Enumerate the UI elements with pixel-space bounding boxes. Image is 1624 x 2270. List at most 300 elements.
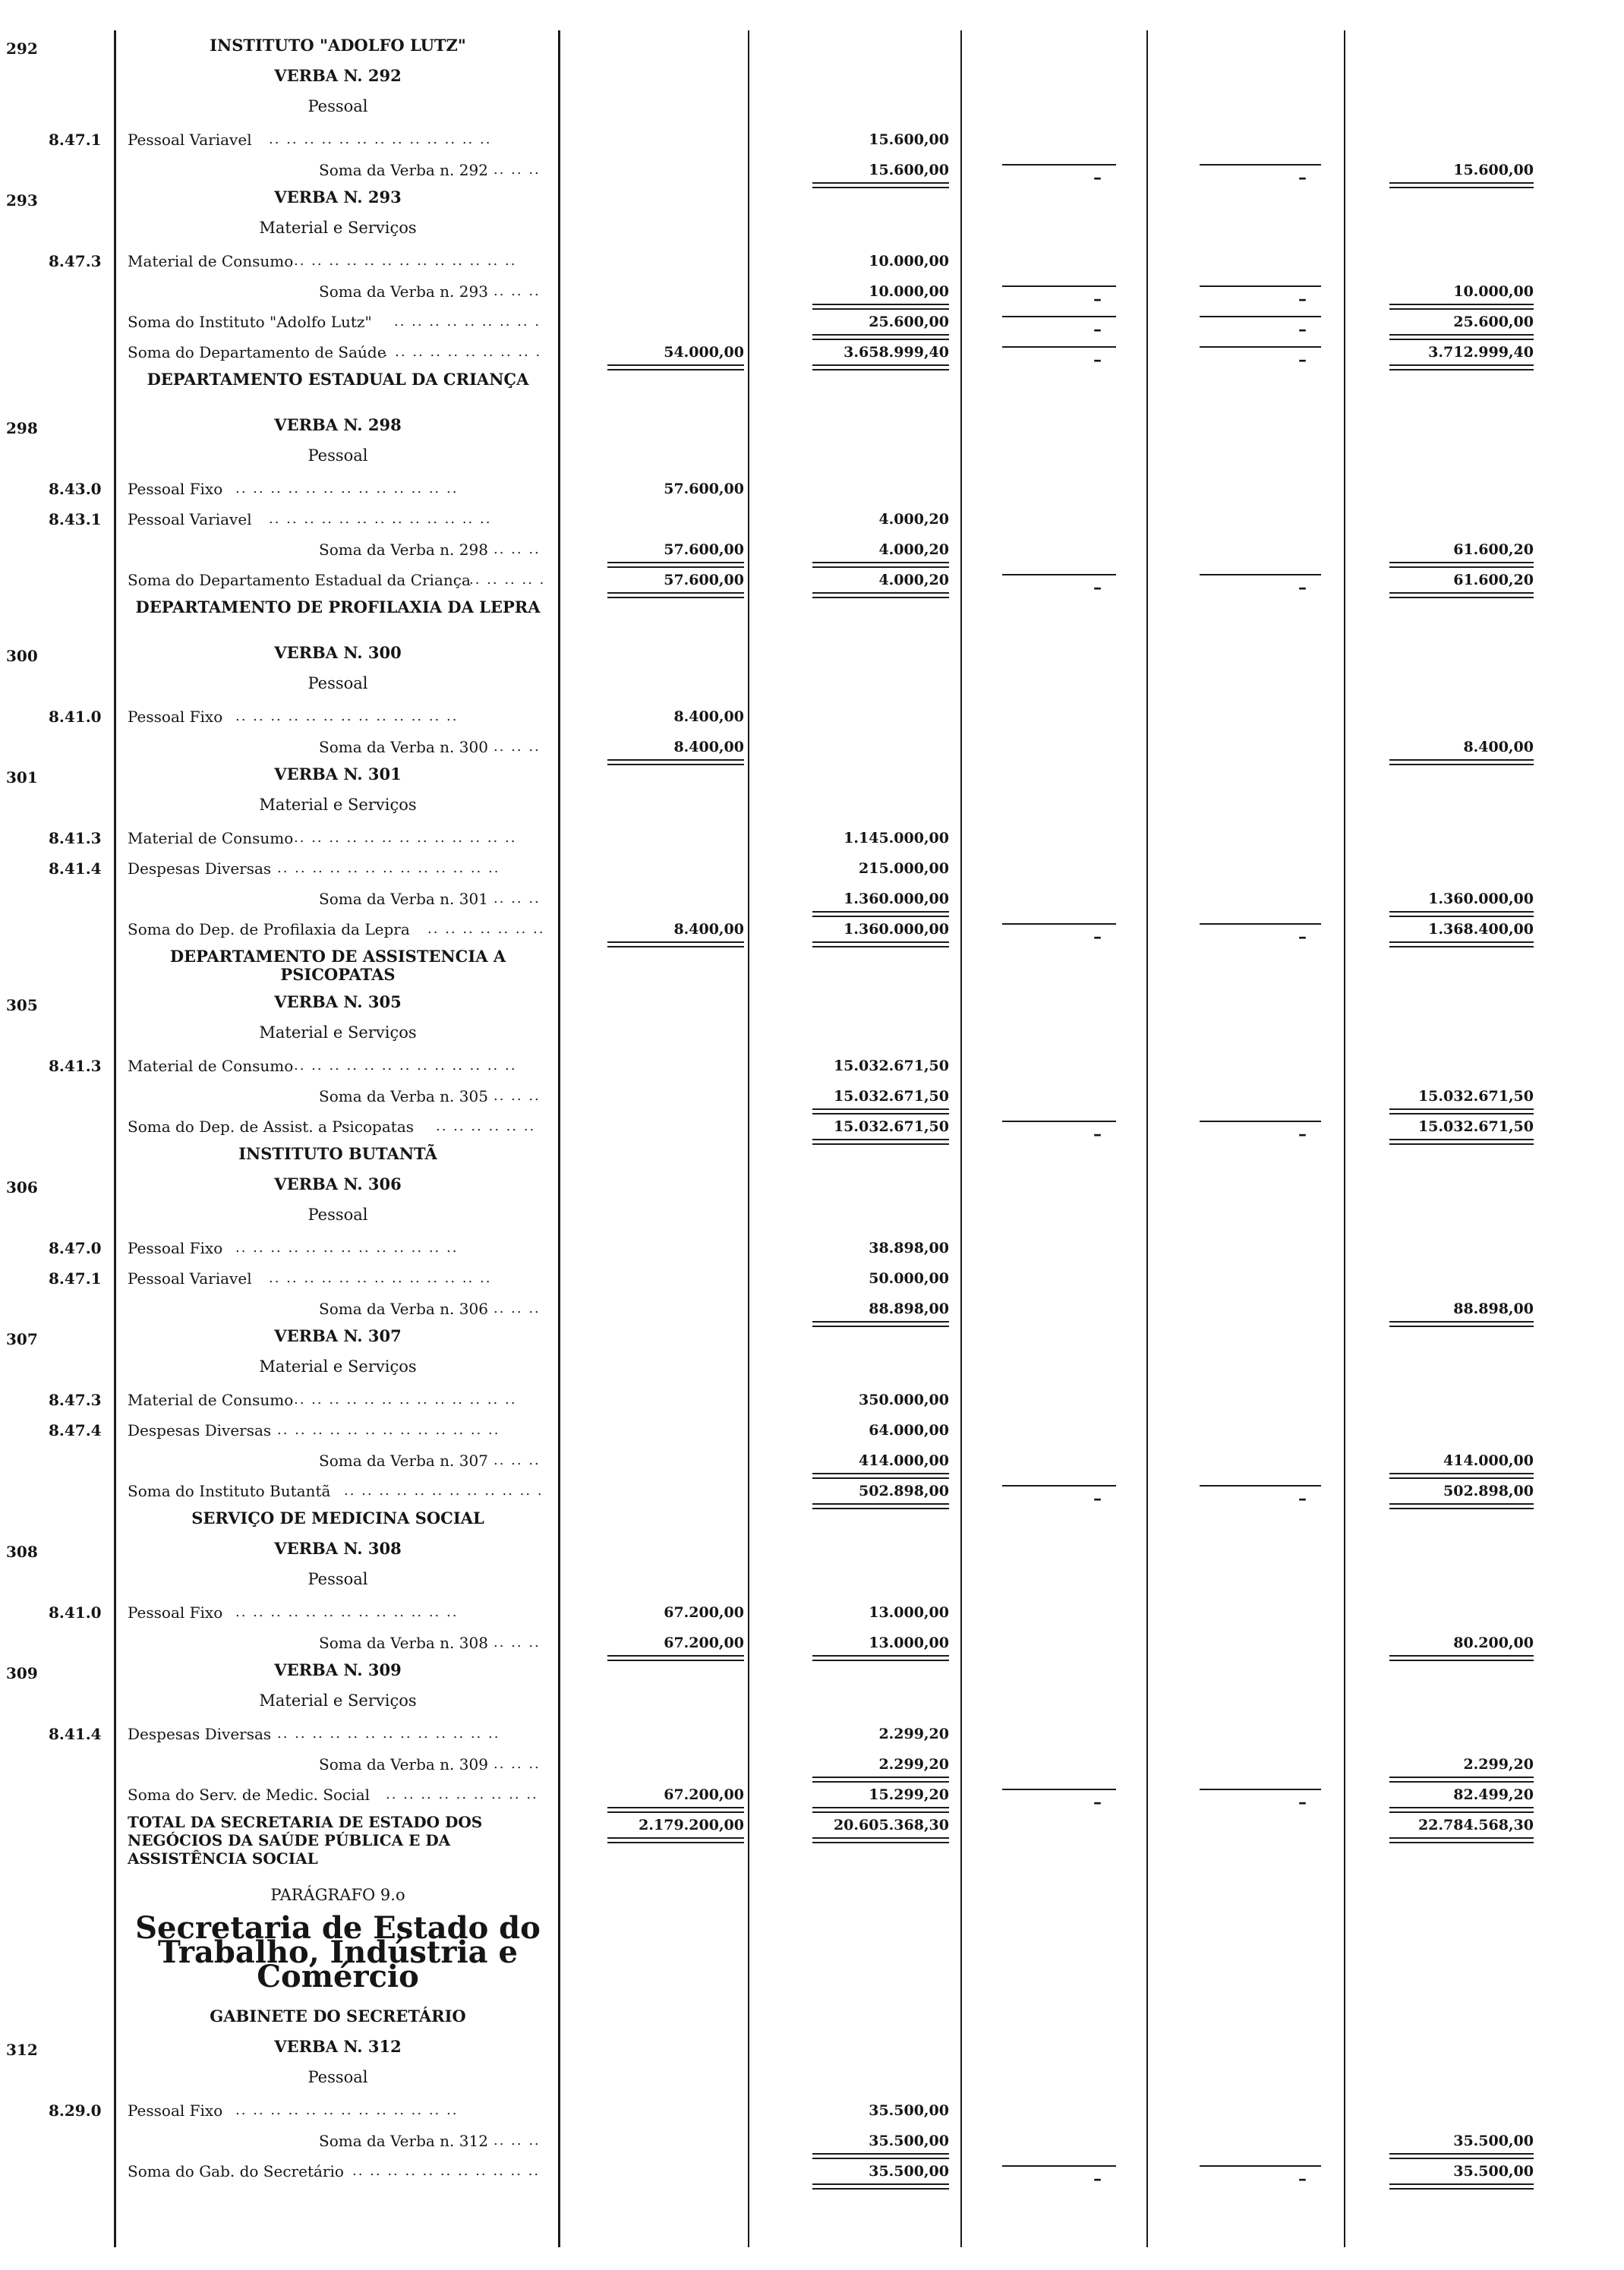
column-rule-c3 — [1146, 30, 1148, 2247]
sum-rule — [1389, 562, 1534, 563]
line-description: Soma do Departamento de Saúde — [128, 343, 386, 361]
line-description: Soma da Verba n. 300 — [319, 738, 488, 756]
ledger-row — [0, 1388, 1624, 1412]
sum-rule — [812, 2153, 949, 2155]
leader-dots: .. .. .. .. .. .. .. .. .. .. .. .. .. — [277, 860, 500, 876]
sum-rule — [812, 1655, 949, 1657]
heading: VERBA N. 306 — [274, 1174, 402, 1193]
empty-mark: – — [1093, 578, 1102, 597]
leader-dots: .. .. .. .. .. .. .. .. .. .. .. .. .. — [277, 1726, 500, 1742]
sum-rule — [812, 1473, 949, 1474]
line-description: Pessoal Fixo — [128, 2101, 223, 2120]
item-code: 8.41.4 — [49, 1725, 102, 1743]
sum-rule — [607, 592, 744, 594]
line-description: Despesas Diversas — [128, 1725, 272, 1743]
amount-c2: 2.299,20 — [878, 1726, 949, 1742]
sum-rule — [812, 1842, 949, 1843]
amount-c2: 15.600,00 — [869, 162, 949, 178]
sum-rule — [607, 1807, 744, 1808]
sum-rule — [812, 911, 949, 913]
leader-dots: .. .. .. .. .. .. .. .. . — [394, 314, 541, 329]
ledger-row — [0, 219, 1624, 243]
ledger-row — [0, 1145, 1624, 1169]
empty-mark: – — [1093, 289, 1102, 309]
leader-dots: .. .. .. — [494, 2133, 541, 2149]
empty-mark: – — [1298, 289, 1307, 309]
heading: Pessoal — [307, 97, 368, 115]
verba-number: 306 — [6, 1178, 38, 1196]
item-code: 8.41.0 — [49, 1603, 102, 1622]
ledger-row — [0, 1236, 1624, 1260]
sum-rule — [812, 1777, 949, 1778]
line-description: Soma da Verba n. 305 — [319, 1087, 488, 1105]
ledger-row — [0, 507, 1624, 531]
sum-rule — [1389, 1139, 1534, 1140]
empty-mark: – — [1093, 168, 1102, 188]
ledger-row — [0, 1910, 1624, 1994]
heading: VERBA N. 312 — [274, 2037, 402, 2056]
heading: VERBA N. 301 — [274, 765, 402, 783]
column-rule-c4 — [1344, 30, 1345, 2247]
amount-c3: 61.600,20 — [1453, 541, 1534, 558]
ledger-row — [0, 67, 1624, 91]
sum-rule — [812, 1321, 949, 1323]
sum-rule — [1389, 334, 1534, 336]
ledger-row — [0, 340, 1624, 370]
empty-mark: – — [1298, 2169, 1307, 2189]
leader-dots: .. .. .. .. .. .. .. .. .. .. .. — [352, 2163, 541, 2179]
ledger-row — [0, 1752, 1624, 1777]
verba-number: 308 — [6, 1543, 38, 1561]
ledger-row — [0, 188, 1624, 213]
amount-c3: 15.032.671,50 — [1417, 1118, 1534, 1135]
verba-number: 309 — [6, 1664, 38, 1682]
amount-c2: 35.500,00 — [869, 2102, 949, 2119]
ledger-row — [0, 674, 1624, 698]
ledger-row — [0, 416, 1624, 440]
leader-dots: .. .. .. .. .. .. .. .. .. .. .. .. .. — [294, 253, 517, 269]
ledger-row — [0, 598, 1624, 623]
line-description: TOTAL DA SECRETARIA DE ESTADO DOS NEGÓCIOS DA SAÚDE PÚBLICA E DA ASSISTÊNCIA SOCIAL — [128, 1813, 483, 1868]
amount-c2: 1.360.000,00 — [844, 921, 949, 938]
sum-rule — [812, 1807, 949, 1808]
amount-c2: 15.032.671,50 — [833, 1118, 949, 1135]
sum-rule — [812, 941, 949, 943]
amount-c2: 414.000,00 — [859, 1452, 949, 1469]
leader-dots: .. .. .. .. . — [469, 572, 546, 588]
amount-c1: 8.400,00 — [673, 739, 744, 755]
item-code: 8.41.3 — [49, 1057, 102, 1075]
line-description: Pessoal Fixo — [128, 708, 223, 726]
sum-rule — [1389, 2188, 1534, 2190]
amount-c2: 10.000,00 — [869, 253, 949, 270]
amount-c3: 25.600,00 — [1453, 314, 1534, 330]
ledger-row — [0, 1023, 1624, 1048]
item-code: 8.47.4 — [49, 1421, 102, 1439]
leader-dots: .. .. .. — [494, 1756, 541, 1772]
heading: Material e Serviços — [259, 1357, 417, 1376]
line-description: Soma da Verba n. 298 — [319, 541, 488, 559]
line-description: Pessoal Fixo — [128, 480, 223, 498]
line-description: Soma da Verba n. 293 — [319, 282, 488, 301]
item-code: 8.47.1 — [49, 131, 102, 149]
leader-dots: .. .. .. — [494, 1301, 541, 1316]
heading: INSTITUTO BUTANTÃ — [238, 1144, 437, 1163]
empty-mark: – — [1298, 350, 1307, 370]
heading: INSTITUTO "ADOLFO LUTZ" — [210, 36, 466, 55]
empty-mark: – — [1298, 927, 1307, 947]
line-description: Soma do Gab. do Secretário — [128, 2162, 344, 2180]
heading: Pessoal — [307, 2068, 368, 2086]
amount-c3: 8.400,00 — [1463, 739, 1534, 755]
heading: VERBA N. 309 — [274, 1660, 402, 1679]
amount-c1: 2.179.200,00 — [639, 1817, 744, 1833]
ledger-row — [0, 644, 1624, 668]
sum-rule — [607, 941, 744, 943]
ledger-row — [0, 856, 1624, 881]
ledger-row — [0, 279, 1624, 309]
amount-c2: 35.500,00 — [869, 2133, 949, 2149]
sum-rule — [812, 334, 949, 336]
sum-rule — [607, 1655, 744, 1657]
ledger-row — [0, 917, 1624, 947]
item-code: 8.43.1 — [49, 510, 102, 528]
heading: Pessoal — [307, 674, 368, 692]
empty-mark: – — [1093, 2169, 1102, 2189]
amount-c2: 1.145.000,00 — [844, 830, 949, 847]
verba-number: 293 — [6, 191, 38, 210]
ledger-row — [0, 1886, 1624, 1910]
amount-c3: 15.600,00 — [1453, 162, 1534, 178]
amount-c2: 4.000,20 — [878, 511, 949, 528]
sum-rule — [1389, 1503, 1534, 1505]
empty-mark: – — [1093, 927, 1102, 947]
sum-rule — [607, 562, 744, 563]
heading: SERVIÇO DE MEDICINA SOCIAL — [191, 1509, 484, 1528]
line-description: Material de Consumo — [128, 1391, 294, 1409]
sum-rule — [1389, 1321, 1534, 1323]
heading: DEPARTAMENTO DE PROFILAXIA DA LEPRA — [135, 597, 541, 616]
empty-mark: – — [1093, 350, 1102, 370]
ledger-row — [0, 1357, 1624, 1382]
sum-rule — [607, 364, 744, 366]
sum-rule — [812, 2188, 949, 2190]
line-description: Pessoal Variavel — [128, 1269, 252, 1288]
verba-number: 301 — [6, 768, 38, 787]
verba-number: 298 — [6, 419, 38, 437]
amount-c3: 88.898,00 — [1453, 1301, 1534, 1317]
amount-c2: 88.898,00 — [869, 1301, 949, 1317]
sum-rule — [1389, 1473, 1534, 1474]
amount-c2: 4.000,20 — [878, 541, 949, 558]
sum-rule — [1389, 1777, 1534, 1778]
column-rule-c1 — [748, 30, 749, 2247]
ledger-row — [0, 128, 1624, 152]
sum-rule — [1389, 941, 1534, 943]
sum-rule — [812, 1108, 949, 1110]
amount-c2: 3.658.999,40 — [844, 344, 949, 361]
leader-dots: .. .. .. — [494, 739, 541, 755]
leader-dots: .. .. .. .. .. .. .. .. .. .. .. .. .. — [269, 1270, 492, 1286]
amount-c3: 1.360.000,00 — [1428, 891, 1534, 907]
heading: DEPARTAMENTO DE ASSISTENCIA A PSICOPATAS — [169, 947, 506, 984]
sum-rule — [1389, 759, 1534, 761]
ledger-row — [0, 1479, 1624, 1509]
amount-c2: 25.600,00 — [869, 314, 949, 330]
ledger-row — [0, 826, 1624, 850]
amount-c1: 57.600,00 — [664, 572, 744, 588]
leader-dots: .. .. .. .. .. .. .. .. .. .. .. .. .. — [235, 1240, 459, 1256]
line-description: Soma do Instituto Butantã — [128, 1482, 331, 1500]
item-code: 8.29.0 — [49, 2101, 102, 2120]
amount-c2: 38.898,00 — [869, 1240, 949, 1256]
empty-mark: – — [1093, 1792, 1102, 1812]
leader-dots: .. .. .. .. .. .. .. .. .. .. .. .. .. — [269, 131, 492, 147]
line-description: Soma da Verba n. 306 — [319, 1300, 488, 1318]
amount-c2: 1.360.000,00 — [844, 891, 949, 907]
leader-dots: .. .. .. .. .. .. .. .. .. .. .. .. .. — [269, 511, 492, 527]
sum-rule — [1389, 1837, 1534, 1839]
heading: Pessoal — [307, 1570, 368, 1588]
ledger-row — [0, 705, 1624, 729]
ledger-row — [0, 1084, 1624, 1108]
leader-dots: .. .. .. — [494, 541, 541, 557]
ledger-row — [0, 887, 1624, 911]
amount-c1: 67.200,00 — [664, 1604, 744, 1621]
amount-c3: 502.898,00 — [1443, 1483, 1534, 1499]
sum-rule — [1389, 592, 1534, 594]
line-description: Soma do Dep. de Profilaxia da Lepra — [128, 920, 410, 938]
amount-c1: 57.600,00 — [664, 481, 744, 497]
amount-c2: 10.000,00 — [869, 283, 949, 300]
heading: VERBA N. 292 — [274, 66, 402, 85]
ledger-row — [0, 947, 1624, 984]
sum-rule — [1389, 911, 1534, 913]
ledger-row — [0, 446, 1624, 471]
sum-rule — [607, 759, 744, 761]
leader-dots: .. .. .. .. .. .. .. .. .. .. .. .. .. — [235, 708, 459, 724]
sum-rule — [1389, 2183, 1534, 2185]
amount-c2: 502.898,00 — [859, 1483, 949, 1499]
ledger-row — [0, 796, 1624, 820]
ledger-row — [0, 1449, 1624, 1473]
item-code: 8.41.0 — [49, 708, 102, 726]
amount-c2: 13.000,00 — [869, 1604, 949, 1621]
amount-c1: 8.400,00 — [673, 921, 744, 938]
leader-dots: .. .. .. .. .. .. .. .. .. .. .. . — [344, 1483, 544, 1499]
ledger-row — [0, 1115, 1624, 1144]
amount-c3: 80.200,00 — [1453, 1635, 1534, 1651]
item-code: 8.47.0 — [49, 1239, 102, 1257]
ledger-row — [0, 735, 1624, 759]
line-description: Material de Consumo — [128, 829, 294, 847]
item-code: 8.47.3 — [49, 252, 102, 270]
amount-c2: 15.032.671,50 — [833, 1088, 949, 1105]
leader-dots: .. .. .. — [494, 891, 541, 906]
ledger-row — [0, 249, 1624, 273]
empty-mark: – — [1298, 320, 1307, 339]
amount-c2: 13.000,00 — [869, 1635, 949, 1651]
amount-c3: 35.500,00 — [1453, 2133, 1534, 2149]
line-description: Despesas Diversas — [128, 859, 272, 878]
amount-c1: 57.600,00 — [664, 541, 744, 558]
leader-dots: .. .. .. — [494, 1088, 541, 1104]
verba-number: 305 — [6, 996, 38, 1014]
column-rule-c2 — [960, 30, 962, 2247]
amount-c2: 4.000,20 — [878, 572, 949, 588]
heading: Material e Serviços — [259, 1691, 417, 1710]
sum-rule — [812, 1837, 949, 1839]
sum-rule — [607, 1842, 744, 1843]
column-rule-left — [114, 30, 116, 2247]
ledger-row — [0, 477, 1624, 501]
ledger-row — [0, 1054, 1624, 1078]
heading: VERBA N. 308 — [274, 1539, 402, 1558]
sum-rule — [812, 182, 949, 184]
line-description: Pessoal Variavel — [128, 510, 252, 528]
ledger-row — [0, 97, 1624, 121]
ledger-row — [0, 993, 1624, 1017]
empty-mark: – — [1093, 1124, 1102, 1144]
amount-c2: 350.000,00 — [859, 1392, 949, 1408]
sum-rule — [812, 592, 949, 594]
ledger-row — [0, 1570, 1624, 1594]
empty-mark: – — [1093, 320, 1102, 339]
ledger-row — [0, 1600, 1624, 1625]
line-description: Soma da Verba n. 312 — [319, 2132, 488, 2150]
ledger-row — [0, 1509, 1624, 1534]
sum-rule — [607, 1837, 744, 1839]
item-code: 8.43.0 — [49, 480, 102, 498]
ledger-row — [0, 1691, 1624, 1716]
verba-number: 312 — [6, 2041, 38, 2059]
column-rule-desc — [558, 30, 560, 2247]
amount-c3: 61.600,20 — [1453, 572, 1534, 588]
sum-rule — [1389, 1108, 1534, 1110]
item-code: 8.47.3 — [49, 1391, 102, 1409]
ledger-row — [0, 1327, 1624, 1351]
line-description: Soma do Serv. de Medic. Social — [128, 1786, 371, 1804]
sum-rule — [1389, 304, 1534, 305]
ledger-row — [0, 1266, 1624, 1291]
amount-c3: 414.000,00 — [1443, 1452, 1534, 1469]
verba-number: 307 — [6, 1330, 38, 1348]
ledger-row — [0, 310, 1624, 339]
amount-c3: 2.299,20 — [1463, 1756, 1534, 1773]
ledger-row — [0, 2129, 1624, 2153]
leader-dots: .. .. .. .. .. .. .. — [427, 921, 545, 937]
leader-dots: .. .. .. — [494, 162, 541, 178]
heading: GABINETE DO SECRETÁRIO — [210, 2007, 466, 2026]
amount-c1: 67.200,00 — [664, 1786, 744, 1803]
leader-dots: .. .. .. — [494, 1452, 541, 1468]
amount-c3: 3.712.999,40 — [1428, 344, 1534, 361]
sum-rule — [812, 2183, 949, 2185]
ledger-row — [0, 1661, 1624, 1685]
amount-c2: 35.500,00 — [869, 2163, 949, 2180]
ledger-row — [0, 1813, 1624, 1868]
sum-rule — [1389, 1655, 1534, 1657]
heading: VERBA N. 307 — [274, 1326, 402, 1345]
empty-mark: – — [1298, 1124, 1307, 1144]
ledger-row — [0, 1206, 1624, 1230]
line-description: Soma da Verba n. 309 — [319, 1755, 488, 1773]
amount-c2: 2.299,20 — [878, 1756, 949, 1773]
ledger-row — [0, 1540, 1624, 1564]
leader-dots: .. .. .. .. .. .. .. .. .. .. .. .. .. — [294, 1392, 517, 1408]
amount-c3: 10.000,00 — [1453, 283, 1534, 300]
item-code: 8.47.1 — [49, 1269, 102, 1288]
empty-mark: – — [1093, 1489, 1102, 1509]
leader-dots: .. .. .. — [494, 283, 541, 299]
leader-dots: .. .. .. .. .. .. .. .. .. .. .. .. .. — [235, 2102, 459, 2118]
amount-c3: 15.032.671,50 — [1417, 1088, 1534, 1105]
section-title: Secretaria de Estado do Trabalho, Indústria e Comércio — [135, 1910, 541, 1994]
sum-rule — [1389, 2153, 1534, 2155]
line-description: Soma da Verba n. 301 — [319, 890, 488, 908]
amount-c2: 20.605.368,30 — [833, 1817, 949, 1833]
amount-c1: 54.000,00 — [664, 344, 744, 361]
ledger-row — [0, 2068, 1624, 2092]
ledger-row — [0, 1783, 1624, 1812]
amount-c3: 35.500,00 — [1453, 2163, 1534, 2180]
line-description: Soma da Verba n. 292 — [319, 161, 488, 179]
ledger-row — [0, 2038, 1624, 2062]
ledger-row — [0, 2159, 1624, 2189]
amount-c2: 15.032.671,50 — [833, 1058, 949, 1074]
sum-rule — [812, 1503, 949, 1505]
ledger-row — [0, 2098, 1624, 2123]
leader-dots: .. .. .. .. .. .. .. .. .. . — [377, 344, 542, 360]
line-description: Soma do Dep. de Assist. a Psicopatas — [128, 1118, 415, 1136]
amount-c1: 67.200,00 — [664, 1635, 744, 1651]
ledger-row — [0, 1722, 1624, 1746]
verba-number: 292 — [6, 39, 38, 58]
amount-c2: 50.000,00 — [869, 1270, 949, 1287]
line-description: Material de Consumo — [128, 252, 294, 270]
empty-mark: – — [1298, 1792, 1307, 1812]
sum-rule — [812, 1139, 949, 1140]
heading: VERBA N. 300 — [274, 643, 402, 662]
empty-mark: – — [1298, 1489, 1307, 1509]
heading: VERBA N. 293 — [274, 188, 402, 207]
leader-dots: .. .. .. — [494, 1635, 541, 1650]
heading: Material e Serviços — [259, 796, 417, 814]
amount-c2: 64.000,00 — [869, 1422, 949, 1439]
sum-rule — [1389, 1807, 1534, 1808]
line-description: Material de Consumo — [128, 1057, 294, 1075]
heading: VERBA N. 298 — [274, 415, 402, 434]
sum-rule — [812, 562, 949, 563]
ledger-row — [0, 1175, 1624, 1200]
line-description: Soma do Departamento Estadual da Criança — [128, 571, 471, 589]
ledger-row — [0, 568, 1624, 597]
ledger-row — [0, 2007, 1624, 2032]
ledger-row — [0, 370, 1624, 395]
ledger-row — [0, 1297, 1624, 1321]
amount-c3: 82.499,20 — [1453, 1786, 1534, 1803]
item-code: 8.41.4 — [49, 859, 102, 878]
heading: VERBA N. 305 — [274, 992, 402, 1011]
ledger-row — [0, 1418, 1624, 1442]
amount-c2: 215.000,00 — [859, 860, 949, 877]
verba-number: 300 — [6, 647, 38, 665]
empty-mark: – — [1298, 578, 1307, 597]
heading: PARÁGRAFO 9.o — [270, 1886, 405, 1904]
heading: Pessoal — [307, 446, 368, 465]
sum-rule — [1389, 364, 1534, 366]
empty-mark: – — [1298, 168, 1307, 188]
